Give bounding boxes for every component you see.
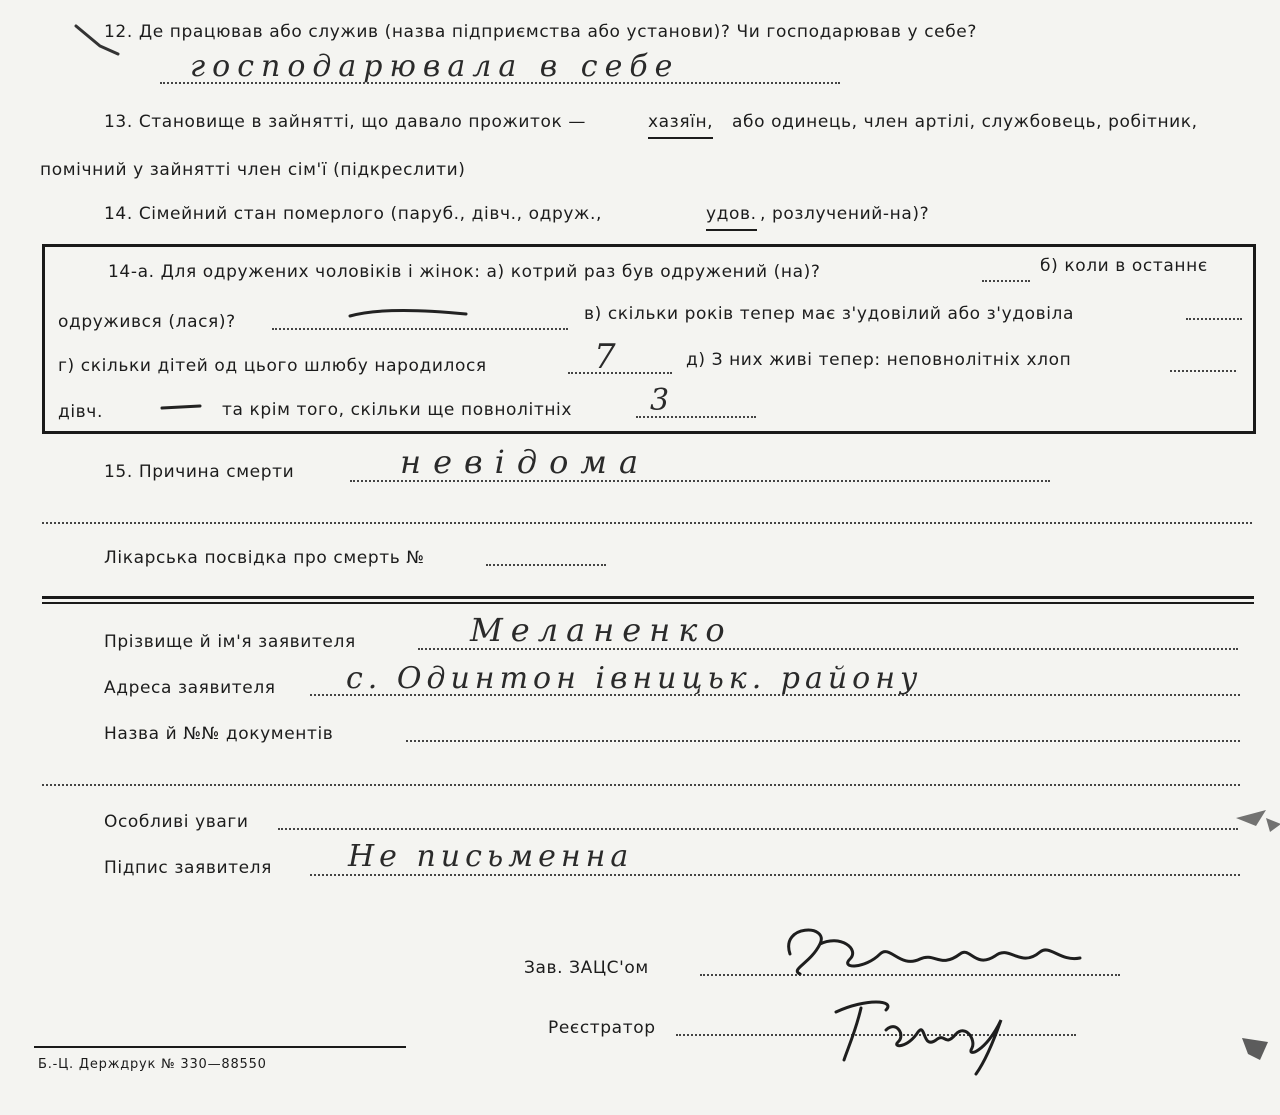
q14a-line3-dots-2 xyxy=(1170,370,1236,372)
q13-label-part-2: або одинець, член артілі, службовець, робітник, xyxy=(732,112,1198,132)
q14a-line1-dots xyxy=(982,280,1030,282)
q14a-children-born-handwritten: 7 xyxy=(594,337,623,377)
applicant-signature-handwritten: Не письменна xyxy=(348,839,634,874)
q13-underlined-owner: хазяїн, xyxy=(648,114,713,139)
medical-certificate-line xyxy=(486,564,606,566)
q14a-line2-end-dots xyxy=(1186,318,1242,320)
printer-imprint: Б.-Ц. Держдрук № 330—88550 xyxy=(38,1057,267,1072)
paper-stain-mark-bottom xyxy=(1236,1020,1280,1070)
q14a-line3-b: д) З них живі тепер: неповнолітніх хлоп xyxy=(686,350,1072,370)
q13-label-part-1: 13. Становище в зайнятті, що давало прожиток — xyxy=(104,112,587,132)
q14a-line1-a: 14-а. Для одружених чоловіків і жінок: а) котрий раз був одружений (на)? xyxy=(108,262,821,282)
q14a-line2-dash-mark xyxy=(346,304,486,324)
applicant-name-label: Прізвище й ім'я заявителя xyxy=(104,632,356,652)
q14a-line3-a: г) скільки дітей од цього шлюбу народилося xyxy=(58,356,487,376)
footer-rule xyxy=(34,1046,406,1048)
q13-label-part-3: помічний у зайнятті член сім'ї (підкреслити) xyxy=(40,160,466,180)
registrar-label: Реєстратор xyxy=(548,1018,656,1038)
paper-stain-mark xyxy=(1226,790,1280,850)
applicant-signature-line xyxy=(310,874,1240,876)
q15-label: 15. Причина смерти xyxy=(104,462,295,482)
q12-label: 12. Де працював або служив (назва підприємства або установи)? Чи господарював у себе? xyxy=(104,22,977,42)
applicant-address-handwritten: с. Одинтон івницьк. району xyxy=(346,661,923,696)
q14a-line2-b: в) скільки років тепер має з'удовілий або з'удовіла xyxy=(584,304,1075,324)
registry-head-label: Зав. ЗАЦС'ом xyxy=(524,958,649,978)
q14a-line2-dots xyxy=(272,328,568,330)
q12-handwritten-answer: господарювала в себе xyxy=(190,49,680,84)
registry-head-signature xyxy=(770,914,1090,984)
q14a-line4-b: та крім того, скільки ще повнолітніх xyxy=(222,400,573,420)
applicant-signature-label: Підпис заявителя xyxy=(104,858,272,878)
section-divider-top xyxy=(42,596,1254,599)
registrar-signature xyxy=(826,990,1026,1080)
q14-underlined-widowed: удов. xyxy=(706,206,757,231)
q14a-line4-dash-mark xyxy=(160,402,210,414)
special-notes-label: Особливі уваги xyxy=(104,812,249,832)
applicant-documents-label: Назва й №№ документів xyxy=(104,724,334,744)
q14a-line1-b: б) коли в останнє xyxy=(1040,256,1208,276)
applicant-address-label: Адреса заявителя xyxy=(104,678,276,698)
q15-second-line xyxy=(42,522,1252,524)
medical-certificate-label: Лікарська посвідка про смерть № xyxy=(104,548,425,568)
q15-handwritten-answer: невідома xyxy=(400,443,651,481)
applicant-name-handwritten: Меланенко xyxy=(470,611,733,649)
q14-label-part-1: 14. Сімейний стан померлого (паруб., дівч., одруж., xyxy=(104,204,602,224)
q14-label-part-2: , розлучений-на)? xyxy=(760,204,930,224)
q14a-line4-a: дівч. xyxy=(58,402,103,422)
applicant-documents-line xyxy=(406,740,1240,742)
special-notes-line xyxy=(278,828,1238,830)
q14a-adult-children-handwritten: 3 xyxy=(650,383,677,418)
section-divider-bottom xyxy=(42,602,1254,604)
q14a-line2-a: одружився (лася)? xyxy=(58,312,236,332)
applicant-documents-second-line xyxy=(42,784,1240,786)
